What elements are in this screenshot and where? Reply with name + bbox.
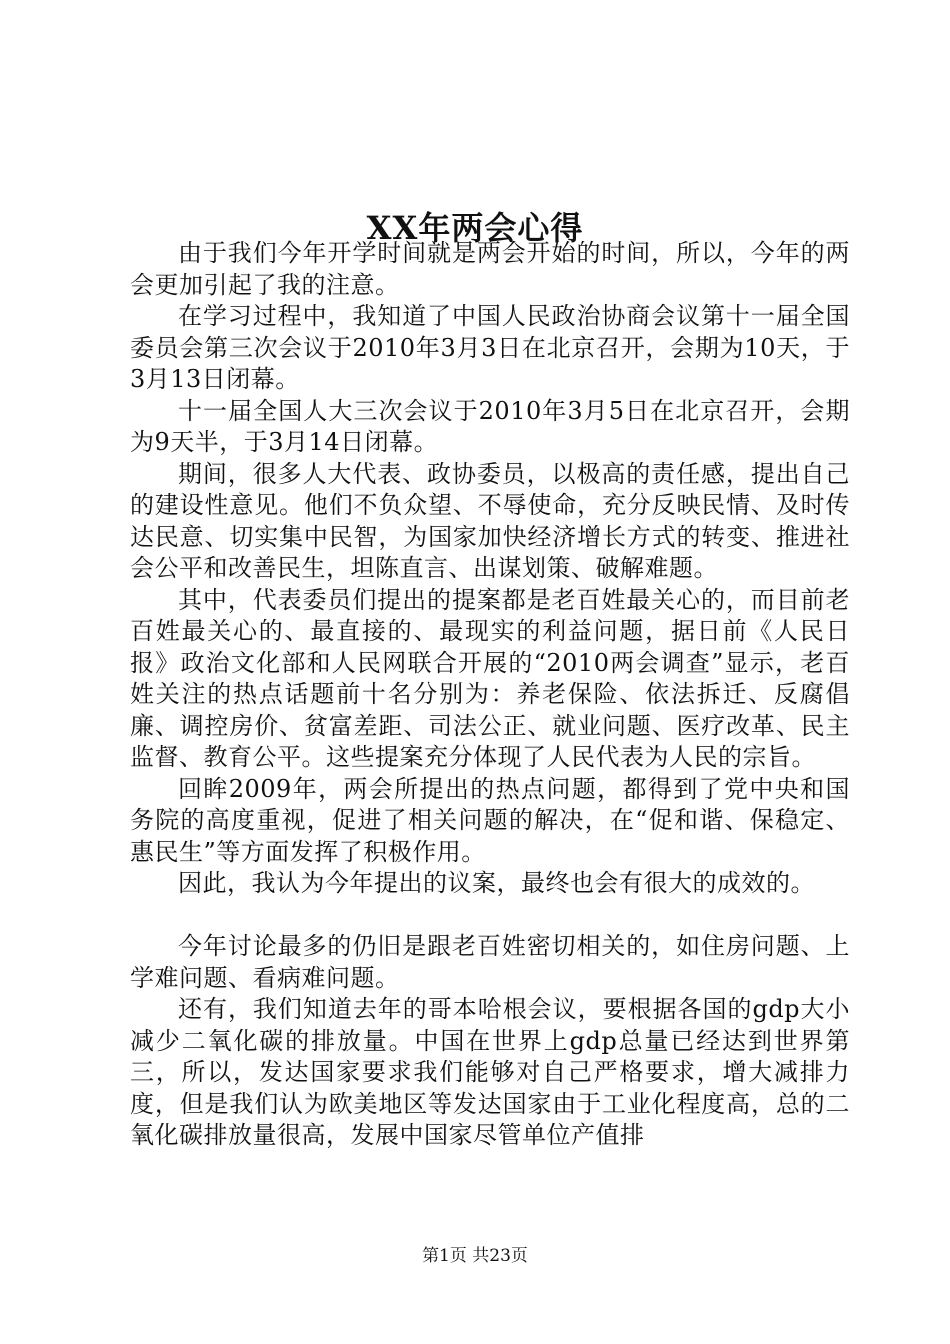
document-body — [130, 238, 850, 1152]
paragraph: 由于我们今年开学时间就是两会开始的时间，所以，今年的两会更加引起了我的注意。 — [130, 239, 850, 299]
paragraph: 还有，我们知道去年的哥本哈根会议，要根据各国的gdp大小减少二氧化碳的排放量。中国在世界上gdp总量已经达到世界第三，所以，发达国家要求我们能够对自己严格要求，增大减排力度，但是我们认为欧美地区等发达国家由于工业化程度高，总的二氧化碳排放量很高，发展中国家尽管单位产值排 — [130, 995, 850, 1149]
paragraph: 因此，我认为今年提出的议案，最终也会有很大的成效的。 — [178, 869, 815, 897]
paragraph: 十一届全国人大三次会议于2010年3月5日在北京召开，会期为9天半，于3月14日闭幕。 — [130, 396, 850, 456]
paragraph: 在学习过程中，我知道了中国人民政治协商会议第十一届全国委员会第三次会议于2010年3月3日在北京召开，会期为10天，于3月13日闭幕。 — [130, 302, 850, 393]
paragraph: 期间，很多人大代表、政协委员，以极高的责任感，提出自己的建设性意见。他们不负众望、不辱使命，充分反映民情、及时传达民意、切实集中民智，为国家加快经济增长方式的转变、推进社会公平和改善民生，坦陈直言、出谋划策、破解难题。 — [130, 459, 850, 582]
paragraph: 回眸2009年，两会所提出的热点问题，都得到了党中央和国务院的高度重视，促进了相关问题的解决，在“促和谐、保稳定、惠民生”等方面发挥了积极作用。 — [130, 774, 850, 866]
paragraph: 其中，代表委员们提出的提案都是老百姓最关心的，而目前老百姓最关心的、最直接的、最现实的利益问题，据日前《人民日报》政治文化部和人民网联合开展的“2010两会调查”显示，老百姓关注的热点话题前十名分别为：养老保险、依法拆迁、反腐倡廉、调控房价、贫富差距、司法公正、就业问题、医疗改革、民主监督、教育公平。这些提案充分体现了人民代表为人民的宗旨。 — [130, 585, 850, 771]
document-title: XX年两会心得 — [366, 209, 584, 248]
page-footer — [0, 1244, 950, 1268]
page-indicator: 第1页 共23页 — [422, 1246, 528, 1266]
paragraph: 今年讨论最多的仍旧是跟老百姓密切相关的，如住房问题、上学难问题、看病难问题。 — [130, 932, 850, 992]
